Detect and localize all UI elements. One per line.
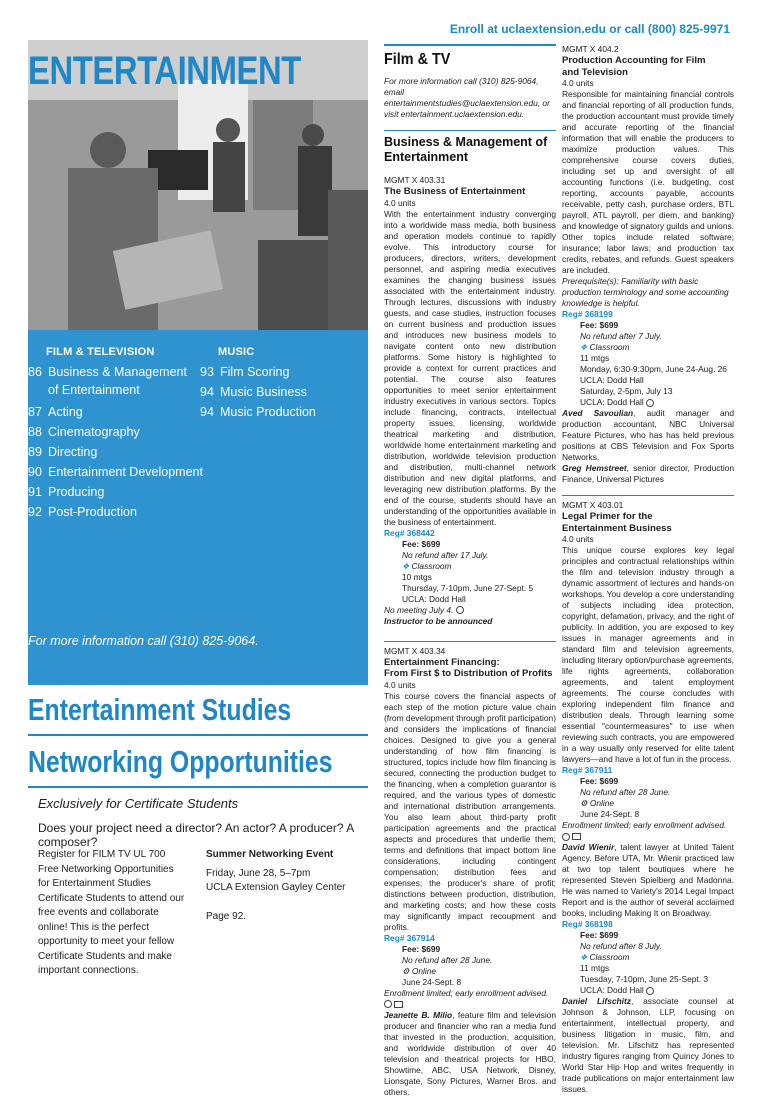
reg-number[interactable]: Reg# 367911	[562, 765, 613, 775]
refund-note: No refund after 28 June.	[402, 954, 493, 965]
book-icon	[572, 833, 581, 840]
schedule-2: Saturday, 2-5pm, July 13	[580, 386, 673, 396]
event-place: UCLA Extension Gayley Center	[206, 882, 346, 893]
instructor-name: Aved Savoulian	[562, 408, 634, 418]
classroom-icon: ❖	[580, 953, 588, 962]
refund-note: No refund after 28 June.	[580, 787, 671, 797]
networking-title: Networking Opportunities	[28, 744, 333, 779]
meetings: 10 mtgs	[402, 571, 432, 582]
dates: June 24-Sept. 8	[580, 809, 640, 819]
course-units: 4.0 units	[562, 78, 594, 88]
refund-note: No refund after 7 July.	[580, 331, 662, 341]
divider	[384, 130, 556, 131]
location: UCLA: Dodd Hall	[580, 375, 644, 385]
globe-icon	[562, 833, 570, 841]
divider	[28, 734, 368, 736]
section-title: Film & TV	[384, 51, 451, 68]
location: UCLA: Dodd Hall	[402, 593, 466, 604]
book-icon	[394, 1001, 403, 1008]
film-tv-intro[interactable]: For more information call (310) 825-9064, email entertainmentstudies@uclaextension.edu, or visit entertainment.uclaextension.edu.	[384, 76, 550, 119]
course-title: The Business of Entertainment	[384, 186, 526, 197]
refund-note: No refund after 17 July.	[402, 549, 489, 560]
toc-item[interactable]: 89 Directing	[28, 445, 98, 459]
fee: Fee: $699	[402, 943, 441, 954]
toc-item[interactable]: 90 Entertainment Development	[28, 465, 203, 479]
instructor-name: David Wienir	[562, 842, 615, 852]
schedule: Tuesday, 7-10pm, June 25-Sept. 3	[580, 974, 709, 984]
classroom-icon: ❖	[580, 343, 588, 352]
course-code: MGMT X 403.34	[384, 645, 446, 656]
globe-icon	[384, 1000, 392, 1008]
course-description: This course covers the financial aspects of each step of the motion picture value chain (from development through profit participation) and considers the implications of financial choices. Designed to give you a general understanding of how film financing is structured, topics include how film financing is secured, connecting the production budget to the financing, when a completion guarantor is required, and the various types of domestic and international distribution arrangements. You also learn about third-party profit participation agreements and the practical aspects and procedures that underlie them; terms and definitions that impact bottom line considerations, including contingent compensation; distribution fees and expenses; the producer's share of profit; distinctions between production, distribution, and marketing costs; and how these costs may significantly impact recoupment and profits.	[384, 690, 556, 932]
event-title: Summer Networking Event	[206, 849, 334, 860]
classroom-icon: ❖	[402, 561, 410, 571]
more-info-phone: For more information call (310) 825-9064.	[28, 634, 259, 648]
instructor-bio: , feature film and television producer and financier who ran a media fund that invested in the production, acquisition, and worldwide distribution of over 40 television and theatrical projects for HBO, Showtime, ABC, USA Network, Disney, Lionsgate, Sony Pictures, Warner Bros. and others.	[384, 1009, 556, 1097]
schedule: Monday, 6:30-9:30pm, June 24-Aug. 26	[580, 364, 727, 374]
title-band	[28, 46, 368, 96]
course-title: Entertainment Financing:	[384, 656, 500, 668]
reg-number[interactable]: Reg# 367914	[384, 932, 435, 943]
toc-music-heading: MUSIC	[218, 346, 255, 358]
instructor: Instructor to be announced	[384, 615, 493, 626]
course-title-line2: From First $ to Distribution of Profits	[384, 668, 553, 679]
project-question: Does your project need a director? An actor? A producer? A composer?	[38, 821, 354, 849]
online-icon: ⚙	[402, 965, 410, 976]
fee: Fee: $699	[580, 320, 619, 330]
reg-number[interactable]: Reg# 368198	[562, 919, 613, 929]
globe-icon	[646, 987, 654, 995]
instructor-bio: , audit manager and production accountant, NBC Universal Feature Pictures, who has has held previous positions at CBS Television and Fox Sports Networks.	[562, 408, 734, 462]
course-column-right	[562, 44, 734, 1095]
mode: Online	[589, 798, 615, 808]
toc-item[interactable]: 92 Post-Production	[28, 505, 137, 519]
mode: Classroom	[411, 560, 452, 571]
fee: Fee: $699	[402, 538, 441, 549]
film-tv-column	[384, 44, 556, 1098]
dates: June 24-Sept. 8	[402, 976, 462, 987]
fee: Fee: $699	[580, 776, 619, 786]
toc-item[interactable]: 88 Cinematography	[28, 425, 140, 439]
globe-icon	[456, 606, 464, 614]
schedule: Thursday, 7-10pm, June 27-Sept. 5	[402, 582, 534, 593]
course-code: MGMT X 403.31	[384, 175, 446, 185]
toc-item[interactable]: 94 Music Production	[200, 405, 316, 419]
event-info	[206, 848, 366, 924]
location: UCLA: Dodd Hall	[580, 985, 644, 995]
globe-icon	[646, 399, 654, 407]
entertainment-panel	[28, 40, 368, 685]
course-units: 4.0 units	[384, 197, 416, 208]
reg-number[interactable]: Reg# 368199	[562, 309, 613, 319]
instructor-bio: , senior director, Production Finance, Universal Pictures	[562, 463, 734, 484]
toc-film-heading: FILM & TELEVISION	[46, 346, 155, 358]
no-meeting-note: No meeting July 4.	[384, 604, 454, 615]
page-title: ENTERTAINMENT	[28, 49, 301, 93]
enrollment-note: Enrollment limited; early enrollment advised.	[562, 820, 727, 830]
meetings: 11 mtgs	[580, 353, 610, 363]
course-units: 4.0 units	[562, 534, 594, 544]
instructor-bio: , associate counsel at Johnson & Johnson, LLP, focusing on entertainment, intellectual property, and business litigation in music, film, and television. Mr. Lifschitz has represented industry figures ranging from Quincy Jones to World Star Hip Hop and writes frequently in trade publications on major entertainment law issues.	[562, 996, 734, 1094]
toc-item[interactable]: 94 Music Business	[200, 385, 307, 399]
reg-number[interactable]: Reg# 368442	[384, 527, 435, 538]
course-title-line2: Entertainment Business	[562, 522, 672, 534]
enrollment-note: Enrollment limited; early enrollment advised.	[384, 987, 549, 998]
mode: Classroom	[589, 342, 630, 352]
divider	[384, 44, 556, 46]
film-crew-photo	[28, 40, 368, 330]
divider	[562, 495, 734, 496]
mode: Online	[411, 965, 437, 976]
online-icon: ⚙	[580, 798, 588, 808]
course-description: This unique course explores key legal principles and contractual relationships within the film and television industry through a dynamic assortment of lectures and hands-on workshops. You develop a core understanding of subjects including idea protection, copyright, defamation, privacy, and the right of publicity. In addition, you are exposed to key issues in manager agreements and in standard film and television agreements, including literary option/purchase agreements, life rights agreements, collaboration agreements, and talent employment agreements. The course concludes with exploring independent film finance and distribution deals. Through learning some essential "countermeasures" to use when reviewing such contracts, you are empowered in a way usually only reserved for elite talent lawyers—and have a lot of fun in the process.	[562, 545, 734, 764]
instructor-bio: , talent lawyer at United Talent Agency. Before UTA, Mr. Wienir practiced law at two top talent boutiques where he represented Steven Spielberg and Madonna. He was named to Variety's 2014 Legal Impact Report and is the author of several acclaimed books, including Making It on Broadway.	[562, 842, 734, 918]
toc-item[interactable]: 91 Producing	[28, 485, 105, 499]
course-description: Responsible for maintaining financial controls and financial reporting of all production funds, the production accountant must provide timely and accurate reporting of the financial information that will enable the producers to maximize production values. This comprehensive course covers duties, including set up and oversight of all accounting functions (i.e. budgeting, cost reporting, accounts payable, accounts receivable, petty cash, purchase orders, BTL payroll, ATL payroll, per diem, and banking) and knowledge of signatory guilds and unions. Other topics include related software; insurance; labor laws; and production tax credits, rebates, and refunds. Guest speakers are included.	[562, 89, 734, 275]
toc-item[interactable]: of Entertainment	[48, 383, 140, 397]
event-date: Friday, June 28, 5–7pm	[206, 867, 311, 879]
course-code: MGMT X 404.2	[562, 44, 619, 54]
certificate-subtitle: Exclusively for Certificate Students	[38, 796, 239, 811]
toc-item[interactable]: 93 Film Scoring	[200, 365, 290, 379]
fee: Fee: $699	[580, 930, 619, 940]
location-2: UCLA: Dodd Hall	[580, 397, 644, 407]
divider	[384, 641, 556, 642]
course-description: With the entertainment industry converging into a worldwide mass media, both business and operation models continue to rapidly evolve. This introductory course for producers, directors, writers, development personnel, and aspiring media executives examines the changing business issues associated with the entertainment industry. Through lectures, discussions with industry guests, and case studies, instruction focuses on current business and production issues and introduces new business models to navigate content onto new distribution platforms. Some history is highlighted to provide a context for current practices and potential. The course also features opportunities to meet senior entertainment industry executives in various sectors. Topics include financing, contracts, intellectual property issues, licensing, worldwide theatrical marketing and distribution, worldwide home entertainment marketing and distribution, worldwide television production and distribution, multi-channel network distribution and new digital platforms, and leveraging new distribution platforms. By the end of the course, students should have an understanding of the opportunities available in the business of entertainment.	[384, 208, 556, 527]
course-title: Production Accounting for Film	[562, 55, 706, 66]
networking-body: Register for FILM TV UL 700 Free Networking Opportunities for Entertainment Studies Certificate Students to attend our free events and collaborate online! This is the perfect opportunity to meet your fellow Certificate Students and make important connections.	[38, 849, 185, 976]
divider	[28, 786, 368, 788]
prerequisites: Prerequisite(s): Familiarity with basic production terminology and some accounting knowledge is helpful.	[562, 276, 729, 308]
course-title: Legal Primer for the	[562, 511, 653, 522]
refund-note: No refund after 8 July.	[580, 941, 662, 951]
enroll-header: Enroll at uclaextension.edu or call (800) 825-9971	[449, 22, 730, 36]
event-page: Page 92.	[206, 910, 247, 922]
instructor-name: Greg Hemstreet	[562, 463, 627, 473]
mode: Classroom	[589, 952, 630, 962]
studies-title: Entertainment Studies	[28, 692, 292, 727]
instructor-name: Daniel Lifschitz	[562, 996, 631, 1006]
toc-item[interactable]: 87 Acting	[28, 405, 83, 419]
course-units: 4.0 units	[384, 679, 416, 690]
business-section-title: Business & Management of Entertainment	[384, 135, 548, 164]
meetings: 11 mtgs	[580, 963, 610, 973]
course-code: MGMT X 403.01	[562, 500, 624, 510]
instructor-name: Jeanette B. Milio	[384, 1009, 453, 1020]
toc-item[interactable]: 86 Business & Management	[28, 365, 187, 379]
course-title-line2: and Television	[562, 66, 628, 78]
networking-box	[28, 690, 368, 990]
